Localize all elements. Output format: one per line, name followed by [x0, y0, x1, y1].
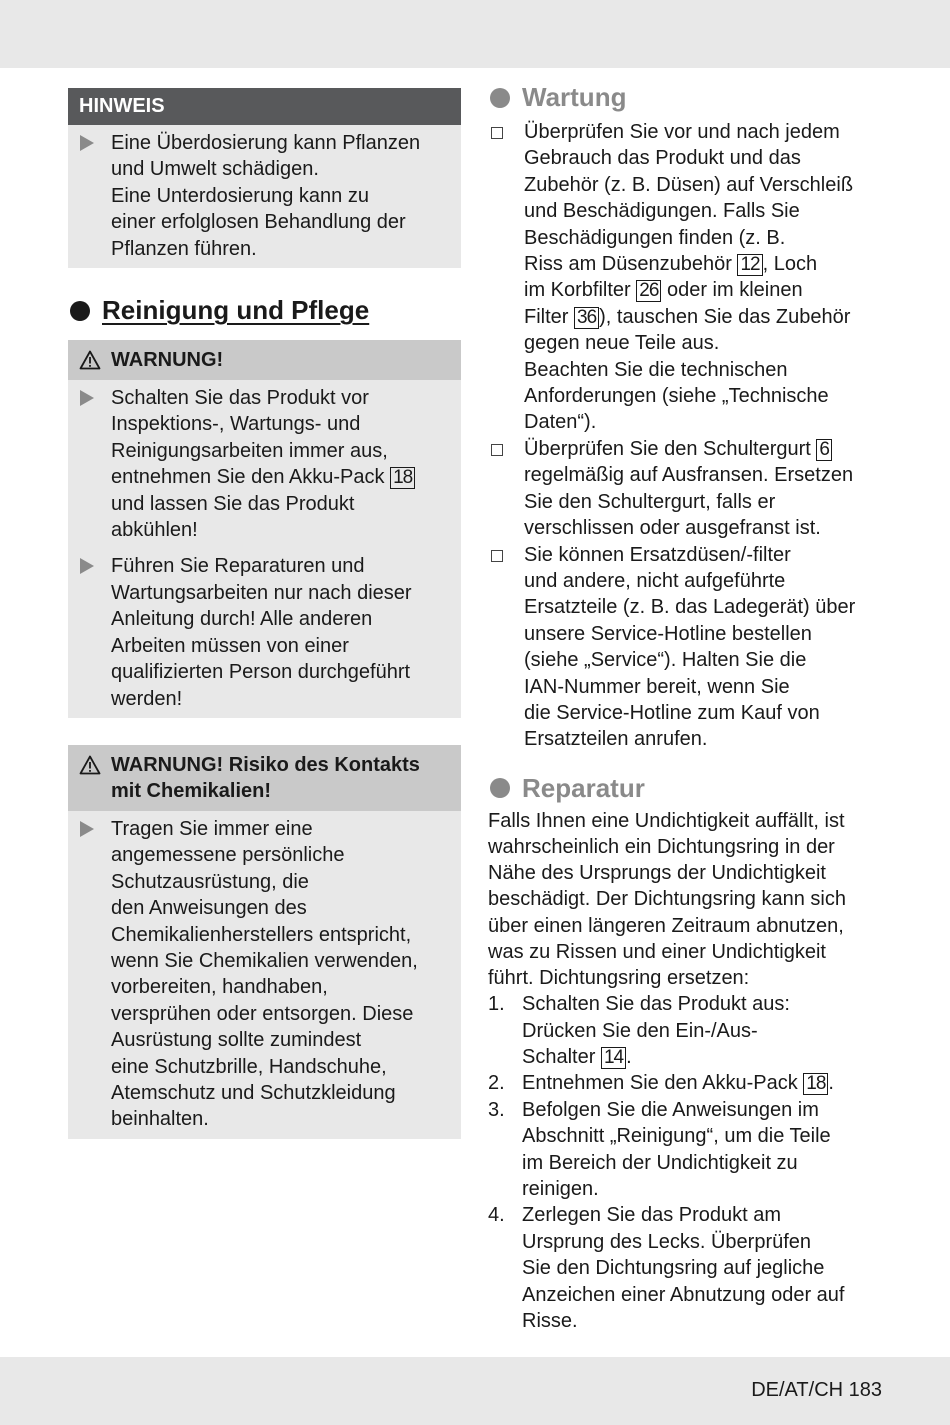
- step-number: 4.: [488, 1204, 505, 1227]
- warning-triangle-icon: [79, 350, 101, 370]
- wartung-list-item: Sie können Ersatzdüsen/-filter und andere, nicht aufgeführte Ersatzteile (z. B. das Ladegerät) über unsere Service-Hotline bestellen (siehe „Service“). Halten Sie die IAN-Nummer bereit, wenn Sie die Service-Hotline zum Kauf von Ersatzteilen anrufen.: [488, 542, 888, 753]
- step-number: 1.: [488, 993, 505, 1016]
- wartung-list-item: Überprüfen Sie den Schultergurt 6 regelmäßig auf Ausfransen. Ersetzen Sie den Schultergurt, falls er verschlissen oder ausgefranst ist.: [488, 436, 888, 542]
- step-item: 3. Befolgen Sie die Anweisungen im Abschnitt „Reinigung“, um die Teile im Bereich der Undichtigkeit zu reinigen.: [488, 1097, 888, 1203]
- square-bullet-icon: [491, 127, 503, 139]
- triangle-bullet-icon: [80, 390, 94, 406]
- chemical-warning-item: Tragen Sie immer eine angemessene persönliche Schutzausrüstung, die den Anweisungen des Chemikalienherstellers entspricht, wenn Sie Chemikalien verwenden, vorbereiten, handhaben, versprühen oder entsorgen. Diese Ausrüstung sollte zumindest eine Schutzbrille, Handschuhe, Atemschutz und Schutzkleidung beinhalten.: [78, 816, 451, 1133]
- section-title: Reparatur: [522, 772, 645, 803]
- page-header-band: [0, 0, 950, 68]
- warnung-box: [68, 340, 461, 718]
- section-title: Reinigung und Pflege: [102, 295, 370, 326]
- right-column: [488, 82, 888, 1334]
- page-footer: [0, 1357, 950, 1425]
- section-bullet-icon: [490, 778, 510, 798]
- section-bullet-icon: [490, 88, 510, 108]
- square-bullet-icon: [491, 550, 503, 562]
- warnung-item: Führen Sie Reparaturen und Wartungsarbeiten nur nach dieser Anleitung durch! Alle anderen Arbeiten müssen von einer qualifizierten Person durchgeführt werden!: [78, 553, 451, 711]
- part-reference: 36: [574, 307, 599, 329]
- triangle-bullet-icon: [80, 135, 94, 151]
- step-number: 2.: [488, 1072, 505, 1095]
- section-heading-wartung: [488, 82, 888, 113]
- left-column: [68, 88, 461, 1139]
- triangle-bullet-icon: [80, 558, 94, 574]
- step-number: 3.: [488, 1098, 505, 1121]
- square-bullet-icon: [491, 444, 503, 456]
- section-title: Wartung: [522, 82, 627, 112]
- warning-triangle-icon: [79, 755, 101, 775]
- step-item: 4. Zerlegen Sie das Produkt am Ursprung des Lecks. Überprüfen Sie den Dichtungsring auf jegliche Anzeichen einer Abnutzung oder auf Risse.: [488, 1202, 888, 1334]
- part-reference: 14: [601, 1047, 626, 1069]
- warnung-header: [68, 340, 461, 380]
- part-reference: 18: [390, 467, 415, 489]
- part-reference: 26: [636, 280, 661, 302]
- chemical-warning-box: [68, 745, 461, 1139]
- part-reference: 6: [816, 439, 832, 461]
- warnung-item: Schalten Sie das Produkt vor Inspektions-, Wartungs- und Reinigungsarbeiten immer aus, entnehmen Sie den Akku-Pack 18 und lassen Sie das Produkt abkühlen!: [78, 385, 451, 543]
- step-item: 2. Entnehmen Sie den Akku-Pack 18 .: [488, 1070, 888, 1096]
- reparatur-intro: Falls Ihnen eine Undichtigkeit auffällt, ist wahrscheinlich ein Dichtungsring in der Nähe des Ursprungs der Undichtigkeit beschädigt. Der Dichtungsring kann sich über einen längeren Zeitraum abnutzen, was zu Rissen und einer Undichtigkeit führt. Dichtungsring ersetzen:: [488, 809, 846, 989]
- triangle-bullet-icon: [80, 821, 94, 837]
- part-reference: 18: [803, 1073, 828, 1095]
- warnung-title: WARNUNG!: [111, 349, 224, 372]
- step-item: 1. Schalten Sie das Produkt aus: Drücken Sie den Ein-/Aus- Schalter 14 .: [488, 991, 888, 1070]
- wartung-list-item: Überprüfen Sie vor und nach jedem Gebrauch das Produkt und das Zubehör (z. B. Düsen) auf Verschleiß und Beschädigungen. Falls Sie Beschädigungen finden (z. B. Riss am Düsenzubehör 12 , Loch im Korbfilter 26 oder im kleinen Filter 36 ), tauschen Sie das Zubehör gegen neue Teile aus. Beachten Sie die technischen Anforderungen (siehe „Technische Daten“).: [488, 119, 888, 436]
- chemical-warning-header: WARNUNG! Risiko des Kontakts mit Chemikalien!: [68, 745, 461, 811]
- section-heading-reparatur: [488, 773, 888, 804]
- reparatur-steps: [488, 991, 888, 1334]
- hinweis-box: [68, 88, 461, 268]
- page-number: DE/AT/CH 183: [751, 1379, 882, 1401]
- section-bullet-icon: [70, 301, 90, 321]
- hinweis-title: HINWEIS: [68, 88, 461, 125]
- part-reference: 12: [737, 254, 762, 276]
- chemical-warning-title: WARNUNG! Risiko des Kontakts: [111, 753, 420, 776]
- hinweis-item: Eine Überdosierung kann Pflanzen und Umwelt schädigen. Eine Unterdosierung kann zu einer erfolglosen Behandlung der Pflanzen führen.: [78, 130, 451, 262]
- section-heading-reinigung: [68, 295, 461, 326]
